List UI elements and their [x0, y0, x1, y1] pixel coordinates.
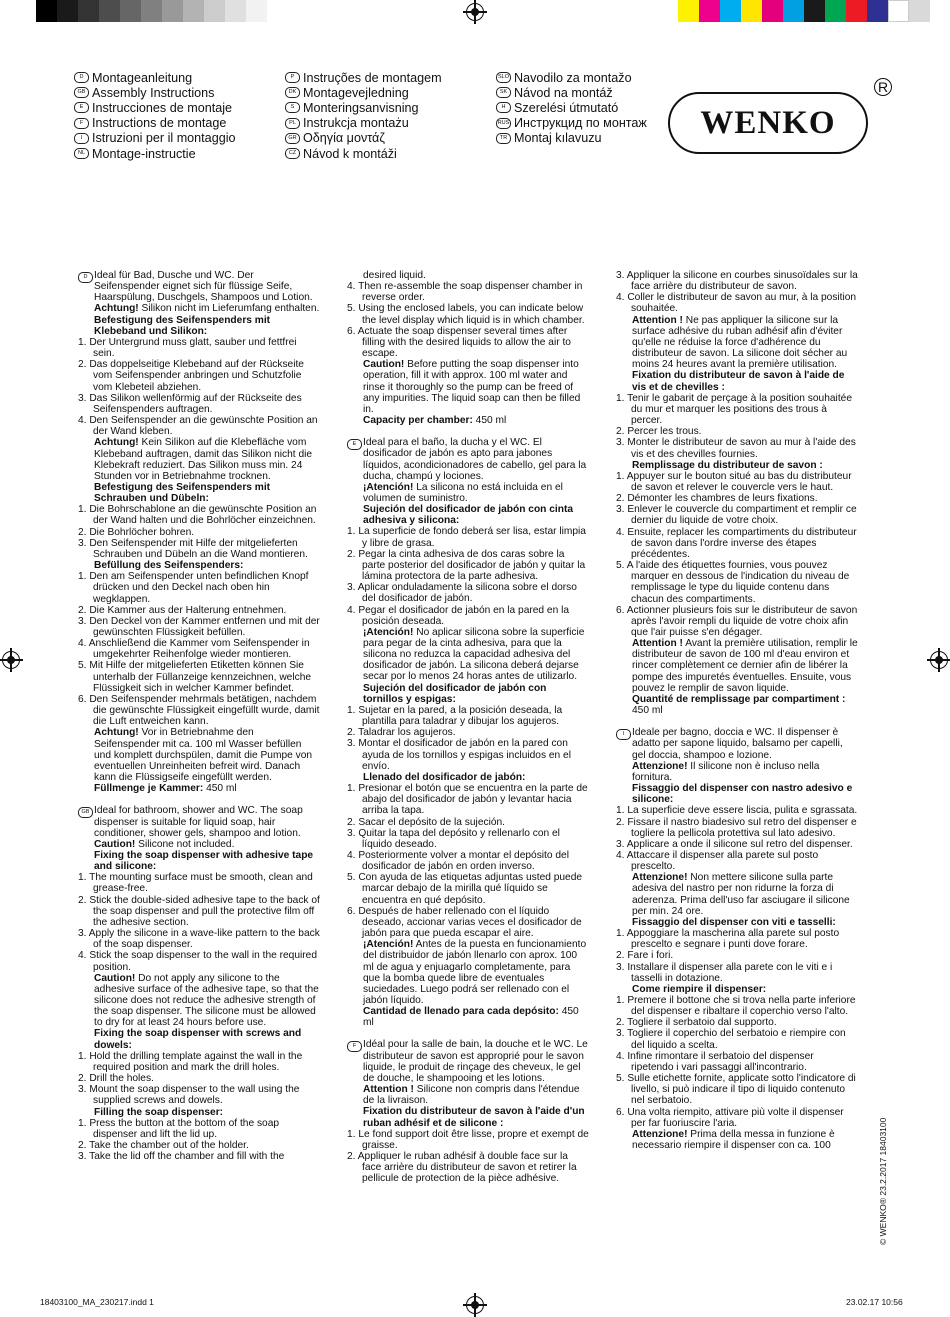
step-item: 1. Der Untergrund muss glatt, sauber und fettfrei sein.	[78, 336, 297, 360]
registration-mark-right	[930, 651, 948, 669]
language-code-badge: S	[285, 102, 300, 113]
language-code-badge: H	[496, 102, 511, 113]
note-paragraph	[347, 359, 589, 415]
language-item	[496, 100, 647, 115]
language-item	[74, 146, 236, 161]
section-heading: Llenado del dosificador de jabón:	[363, 771, 526, 783]
step-item: 2. Take the chamber out of the holder.	[78, 1140, 249, 1152]
language-label: Montageanleitung	[92, 70, 193, 85]
language-code-badge: GR	[285, 133, 300, 144]
step-item: 1. Presionar el botón que se encuentra en la parte de abajo del dosificador de jabón y levantar hacia arriba la tapa.	[347, 783, 588, 817]
language-label: Instruções de montagem	[303, 70, 442, 85]
step-item: 4. Infine rimontare il serbatoio del dispenser ripetendo i vari passaggi all'incontrario.	[616, 1050, 814, 1073]
language-code-badge: DK	[285, 87, 300, 98]
language-label: Instructions de montage	[92, 116, 227, 131]
language-code-badge: I	[616, 729, 631, 740]
language-item	[285, 85, 442, 100]
note-paragraph	[78, 783, 320, 794]
step-item: 2. Die Bohrlöcher bohren.	[78, 526, 195, 538]
language-item	[496, 131, 647, 146]
note-label: Attention !	[632, 638, 683, 650]
language-label: Szerelési útmutató	[514, 100, 619, 115]
note-text: 450 ml	[632, 705, 663, 717]
note-paragraph	[347, 482, 589, 504]
language-item	[496, 85, 647, 100]
language-code-badge: SLO	[496, 72, 511, 83]
note-text: Vor in Betriebnahme den Seifenspender mit ca. 100 ml Wasser befüllen und komplett durchspülen, damit die Pumpe von eventuellen Unreinheiten befreit wird. Danach kann die Flüssigseife eingefüllt werden.	[94, 727, 313, 784]
note-label: Achtung!	[94, 303, 139, 315]
step-item: 4. Ensuite, replacer les compartiments du distributeur de savon dans l'ordre inverse des étapes précédentes.	[616, 526, 857, 560]
color-swatch	[699, 0, 720, 22]
note-text: No aplicar silicona sobre la superficie para pegar de la cinta adhesiva, para que la silicona no reduzca la capacidad adhesiva del dosificador de jabón. La silicona deberá dejarse secar por lo menos 24 horas antes de utilizarlo.	[363, 626, 585, 683]
step-item: 5. Mit Hilfe der mitgelieferten Etiketten können Sie unterhalb der Füllanzeige kennzeichnen, welche Flüssigkeit sich in welcher Kammer befindet.	[78, 660, 312, 694]
intro-text: Ideal für Bad, Dusche und WC. Der Seifenspender eignet sich für flüssige Seife, Haarspülung, Duschgels, Shampoos und Lotion.	[94, 270, 313, 304]
language-code-badge: F	[74, 118, 89, 129]
color-swatch	[783, 0, 804, 22]
step-item: 1. Press the button at the bottom of the soap dispenser and lift the lid up.	[78, 1117, 280, 1140]
step-item: 1. Die Bohrschablone an die gewünschte Position an der Wand halten und die Bohrlöcher einzeichnen.	[78, 504, 317, 527]
note-text: Do not apply any silicone to the adhesive surface of the adhesive tape, so that the silicone does not reduce the adhesive strength of the soap dispenser. The silicone must be allowed to dry for at least 24 hours before use.	[94, 972, 319, 1029]
color-swatch	[225, 0, 246, 22]
text-column-2	[347, 270, 589, 1196]
note-paragraph	[616, 1129, 858, 1151]
note-label: Caution!	[363, 359, 405, 371]
registration-mark-left	[2, 651, 20, 669]
color-swatch	[867, 0, 888, 22]
intro-paragraph	[78, 805, 320, 838]
step-item: 6. Den Seifenspender mehrmals betätigen, nachdem die gewünschte Flüssigkeit eingefüllt wurde, damit die Luft entweichen kann.	[78, 693, 320, 728]
language-label: Monteringsanvisning	[303, 100, 419, 115]
step-item: 1. La superficie de fondo deberá ser lisa, estar limpia y libre de grasa.	[347, 526, 586, 549]
note-label: Attenzione!	[632, 872, 688, 884]
section-heading: Sujeción del dosificador de jabón con tornillos y espigas:	[363, 682, 547, 705]
step-item: 6. Después de haber rellenado con el líquido deseado, accionar varias veces el dosificador de jabón para que pueda escapar el aire.	[347, 905, 582, 940]
step-item: 2. Togliere il serbatoio dal supporto.	[616, 1017, 777, 1029]
color-swatch	[720, 0, 741, 22]
note-label: ¡Atención!	[363, 939, 414, 951]
note-text: desired liquid.	[363, 270, 426, 281]
language-label: Navodilo za montažo	[514, 70, 632, 85]
footer-date: 23.02.17 10:56	[846, 1297, 903, 1307]
color-swatch	[762, 0, 783, 22]
step-item: 3. Installare il dispenser alla parete con le viti e i tasselli in dotazione.	[616, 961, 833, 984]
step-item: 4. Stick the soap dispenser to the wall in the required position.	[78, 950, 317, 973]
step-item: 2. Stick the double-sided adhesive tape to the back of the soap dispenser and pull the protective film off the adhesive section.	[78, 894, 320, 928]
language-item	[496, 116, 647, 131]
section-heading: Sujeción del dosificador de jabón con cinta adhesiva y silicona:	[363, 504, 574, 527]
note-text: 450 ml	[203, 783, 237, 795]
step-item: 1. Appuyer sur le bouton situé au bas du distributeur de savon et relever le couvercle vers le haut.	[616, 470, 852, 493]
note-paragraph	[616, 872, 858, 917]
step-item: 3. Mount the soap dispenser to the wall using the supplied screws and dowels.	[78, 1084, 300, 1107]
step-item: 3. Den Deckel von der Kammer entfernen und mit der gewünschten Flüssigkeit befüllen.	[78, 615, 320, 638]
logo-wordmark: WENKO	[700, 104, 836, 141]
instruction-section	[347, 1039, 589, 1184]
color-swatch	[825, 0, 846, 22]
note-text: 450 ml	[363, 1006, 579, 1029]
intro-text: Ideale per bagno, doccia e WC. Il dispenser è adatto per sapone liquido, balsamo per capelli, gel doccia, shampoo e lozione.	[632, 727, 843, 761]
instruction-section	[347, 437, 589, 1028]
step-item: 3. Monter le distributeur de savon au mur à l'aide des vis et des chevilles fournies.	[616, 437, 856, 460]
language-code-badge: D	[74, 72, 89, 83]
section-heading: Fixation du distributeur de savon à l'aide de vis et de chevilles :	[632, 370, 845, 393]
step-item: 4. Pegar el dosificador de jabón en la pared en la posición deseada.	[347, 604, 570, 627]
color-swatch	[246, 0, 267, 22]
note-label: Füllmenge je Kammer:	[94, 783, 204, 795]
color-swatch	[183, 0, 204, 22]
language-label: Assembly Instructions	[92, 85, 215, 100]
language-code-badge: D	[78, 272, 93, 283]
note-label: Attenzione!	[632, 760, 688, 772]
step-item: 3. Das Silikon wellenförmig auf der Rückseite des Seifenspenders auftragen.	[78, 392, 302, 415]
step-item: 4. Coller le distributeur de savon au mur, à la position souhaitée.	[616, 292, 857, 315]
step-item: 1. Den am Seifenspender unten befindlichen Knopf drücken und den Deckel nach oben hin wegklappen.	[78, 571, 309, 605]
language-label: Instrucciones de montaje	[92, 100, 233, 115]
note-label: ¡Atención!	[363, 481, 414, 493]
language-item	[496, 70, 647, 85]
note-label: Achtung!	[94, 727, 139, 739]
note-text: Il silicone non è incluso nella fornitura.	[632, 760, 820, 783]
language-code-badge: NL	[74, 148, 89, 159]
note-paragraph	[347, 270, 589, 281]
step-item: 1. The mounting surface must be smooth, clean and grease-free.	[78, 872, 313, 895]
note-paragraph	[347, 1006, 589, 1028]
note-label: Attention !	[363, 1084, 414, 1096]
step-item: 3. Den Seifenspender mit Hilfe der mitgelieferten Schrauben und Dübeln an die Wand montieren.	[78, 537, 308, 560]
section-heading: Fixing the soap dispenser with screws and dowels:	[94, 1028, 302, 1051]
intro-text: Ideal for bathroom, shower and WC. The soap dispenser is suitable for liquid soap, hair conditioner, shower gels, shampoo and lotion.	[94, 805, 303, 839]
color-swatch	[141, 0, 162, 22]
color-swatch	[846, 0, 867, 22]
language-label: Montagevejledning	[303, 85, 409, 100]
language-item	[285, 116, 442, 131]
step-item: 3. Apply the silicone in a wave-like pattern to the back of the soap dispenser.	[78, 928, 320, 951]
note-text: Ne pas appliquer la silicone sur la surface adhésive du ruban adhésif afin d'éviter qu'elle ne réduise la force d'adhérence du distributeur de savon. La silicone doit sécher au moins 24 heures avant la première utilisation.	[632, 314, 848, 371]
intro-text: Idéal pour la salle de bain, la douche et le WC. Le distributeur de savon est approprié pour le savon liquide, le produit de rinçage des cheveux, le gel de douche, le shampooing et les lotions.	[363, 1039, 588, 1084]
note-paragraph	[616, 705, 858, 716]
note-text: Kein Silikon auf die Klebefläche vom Klebeband auftragen, damit das Silikon nicht die Klebekraft reduziert. Das Silikon muss min. 24 Stunden vor in Betriebnahme trocknen.	[94, 437, 313, 482]
color-calibration-bar	[678, 0, 930, 22]
step-item: 3. Quitar la tapa del depósito y rellenarlo con el líquido deseado.	[347, 827, 560, 850]
language-code-badge: RUS	[496, 118, 511, 129]
note-text: 450 ml	[472, 415, 507, 427]
section-heading: Remplissage du distributeur de savon :	[632, 459, 823, 471]
note-text: Antes de la puesta en funcionamiento del distribuidor de jabón llenarlo con aprox. 100 ml de agua y enjuagarlo completamente, para que la bomba quede libre de eventuales suciedades. Luego podrá ser rellenado con el jabón líquido.	[363, 939, 587, 1006]
language-item	[74, 131, 236, 146]
note-text: Avant la première utilisation, remplir le distributeur de savon de 100 ml d'eau environ et rincer complètement ce dernier afin de libérer la pompe des impuretés éventuelles. Ensuite, vous pouvez le remplir de savon liquide.	[632, 638, 858, 694]
intro-paragraph	[347, 437, 589, 482]
language-code-badge: SK	[496, 87, 511, 98]
instruction-section	[616, 727, 858, 1151]
section-heading: Befüllung des Seifenspenders:	[94, 560, 244, 572]
language-list-1	[74, 70, 236, 161]
language-code-badge: TR	[496, 133, 511, 144]
color-swatch	[99, 0, 120, 22]
language-label: Montage-instructie	[92, 146, 196, 161]
intro-text: Ideal para el baño, la ducha y el WC. El dosificador de jabón es apto para jabones líquidos, acondicionadores de cabello, gel para la ducha, champú y lociones.	[363, 437, 587, 482]
note-text: Silikon nicht im Lieferumfang enthalten.	[138, 303, 320, 315]
language-label: Návod k montáži	[303, 146, 397, 161]
language-code-badge: GB	[78, 807, 93, 818]
registration-mark-bottom	[466, 1296, 484, 1314]
language-code-badge: PL	[285, 118, 300, 129]
language-list-2	[285, 70, 442, 161]
step-item: 1. Le fond support doit être lisse, propre et exempt de graisse.	[347, 1128, 589, 1151]
language-item	[74, 85, 236, 100]
note-label: Caution!	[94, 972, 136, 984]
step-item: 5. Using the enclosed labels, you can indicate below the level display which liquid is in which chamber.	[347, 303, 585, 326]
note-label: Capacity per chamber:	[363, 415, 473, 427]
section-heading: Fixation du distributeur de savon à l'aide d'un ruban adhésif et de silicone :	[363, 1106, 585, 1129]
step-item: 3. Aplicar onduladamente la silicona sobre el dorso del dosificador de jabón.	[347, 582, 577, 605]
footer-filename: 18403100_MA_230217.indd 1	[40, 1297, 154, 1307]
gray-calibration-bar	[36, 0, 267, 22]
intro-paragraph	[78, 270, 320, 303]
color-swatch	[36, 0, 57, 22]
note-label: ¡Atención!	[363, 626, 414, 638]
note-paragraph	[78, 727, 320, 783]
note-text: Non mettere silicone sulla parte adesiva del nastro per non ridurne la forza di aderenza. Prima dell'uso far asciugare il silicone per min. 24 ore.	[632, 872, 850, 917]
step-item: 1. Tenir le gabarit de perçage à la position souhaitée du mur et marquer les positions des trous à percer.	[616, 392, 852, 427]
note-label: Attention !	[632, 314, 683, 326]
note-paragraph	[78, 973, 320, 1029]
note-paragraph	[616, 761, 858, 783]
color-swatch	[741, 0, 762, 22]
step-item: 1. La superficie deve essere liscia, pulita e sgrassata.	[616, 805, 858, 817]
note-text: La silicona no está incluida en el volumen de suministro.	[363, 481, 563, 504]
step-item: 2. Sacar el depósito de la sujeción.	[347, 816, 506, 828]
note-text: Silicone not included.	[135, 838, 235, 850]
language-label: Инструкцид по монтаж	[514, 116, 647, 131]
step-item: 2. Das doppelseitige Klebeband auf der Rückseite vom Seifenspender anbringen und Schutzfolie vom Klebeteil abziehen.	[78, 359, 304, 393]
color-swatch	[909, 0, 930, 22]
note-text: Silicone non compris dans l'étendue de la livraison.	[363, 1084, 580, 1107]
section-heading: Befestigung des Seifenspenders mit Schrauben und Dübeln:	[94, 481, 271, 505]
language-label: Návod na montáž	[514, 85, 613, 100]
step-item: 6. Actionner plusieurs fois sur le distributeur de savon après l'avoir rempli du liquide de votre choix afin que l'air puisse s'en dégager.	[616, 604, 858, 638]
step-item: 3. Appliquer la silicone en courbes sinusoïdales sur la face arrière du distributeur de savon.	[616, 270, 858, 293]
step-item: 1. Hold the drilling template against the wall in the required position and mark the drill holes.	[78, 1050, 303, 1073]
language-item	[285, 131, 442, 146]
language-code-badge: CZ	[285, 148, 300, 159]
language-item	[285, 100, 442, 115]
note-paragraph	[347, 1084, 589, 1106]
note-text: Prima della messa in funzione è necessario riempire il dispenser con ca. 100	[632, 1128, 835, 1152]
step-item: 6. Actuate the soap dispenser several times after filling with the desired liquids to allow the air to escape.	[347, 325, 571, 360]
instruction-section	[78, 805, 320, 1162]
instruction-section	[616, 270, 858, 716]
step-item: 4. Posteriormente volver a montar el depósito del dosificador de jabón en orden inverso.	[347, 849, 569, 873]
section-heading: Fissaggio del dispenser con viti e tasselli:	[632, 916, 836, 928]
step-item: 3. Togliere il coperchio del serbatoio e riempire con del liquido a scelta.	[616, 1028, 846, 1051]
copyright-note: © WENKO® 23.2.2017 18403100	[878, 1117, 888, 1245]
intro-paragraph	[347, 1039, 589, 1084]
note-paragraph	[347, 627, 589, 683]
step-item: 3. Montar el dosificador de jabón en la pared con ayuda de los tornillos y espigas incluidos en el envío.	[347, 738, 571, 772]
language-item	[74, 100, 236, 115]
section-heading: Fixing the soap dispenser with adhesive tape and silicone:	[94, 849, 314, 873]
instruction-section	[347, 270, 589, 426]
language-code-badge: F	[347, 1041, 362, 1052]
language-label: Instrukcja montażu	[303, 116, 409, 131]
language-item	[74, 70, 236, 85]
step-item: 4. Then re-assemble the soap dispenser chamber in reverse order.	[347, 281, 583, 304]
note-label: Attenzione!	[632, 1128, 688, 1140]
step-item: 1. Premere il bottone che si trova nella parte inferiore del dispenser e ribaltare il coperchio verso l'alto.	[616, 995, 856, 1018]
step-item: 5. A l'aide des étiquettes fournies, vous pouvez marquer en dessous de l'indication du niveau de remplissage le type du liquide contenu dans chacun des compartiments.	[616, 560, 850, 605]
step-item: 5. Con ayuda de las etiquetas adjuntas usted puede marcar debajo de la mirilla qué líquido se encuentra en qué depósito.	[347, 872, 583, 906]
step-item: 4. Anschließend die Kammer vom Seifenspender in umgekehrter Reihenfolge wieder montieren.	[78, 638, 310, 661]
instruction-section	[78, 270, 320, 794]
note-paragraph	[347, 939, 589, 1006]
step-item: 3. Take the lid off the chamber and fill with the	[78, 1151, 285, 1163]
step-item: 4. Den Seifenspender an die gewünschte Position an der Wand kleben.	[78, 415, 318, 438]
step-item: 2. Drill the holes.	[78, 1073, 154, 1085]
section-heading: Befestigung des Seifenspenders mit Klebeband und Silikon:	[94, 314, 271, 337]
step-item: 2. Percer les trous.	[616, 426, 702, 438]
language-item	[285, 146, 442, 161]
language-code-badge: E	[74, 102, 89, 113]
step-item: 6. Una volta riempito, attivare più volte il dispenser per far fuoriuscire l'aria.	[616, 1106, 844, 1129]
note-label: Caution!	[94, 838, 136, 850]
color-swatch	[57, 0, 78, 22]
section-heading: Fissaggio del dispenser con nastro adesivo e silicone:	[632, 783, 853, 806]
text-column-1	[78, 270, 320, 1173]
language-item	[74, 116, 236, 131]
note-paragraph	[78, 839, 320, 850]
language-code-badge: GB	[74, 87, 89, 98]
wenko-logo	[668, 92, 868, 154]
language-code-badge: P	[285, 72, 300, 83]
language-list-3	[496, 70, 647, 146]
step-item: 2. Die Kammer aus der Halterung entnehmen.	[78, 604, 287, 616]
section-heading: Filling the soap dispenser:	[94, 1106, 224, 1118]
note-paragraph	[347, 415, 589, 426]
step-item: 3. Applicare a onde il silicone sul retro del dispenser.	[616, 838, 853, 850]
step-item: 4. Attaccare il dispenser alla parete sul posto prescelto.	[616, 849, 819, 873]
color-swatch	[888, 0, 909, 22]
note-paragraph	[616, 315, 858, 371]
section-heading: Quantité de remplissage par compartiment :	[632, 693, 846, 705]
intro-paragraph	[616, 727, 858, 760]
color-swatch	[804, 0, 825, 22]
language-label: Istruzioni per il montaggio	[92, 131, 236, 146]
language-label: Οδηγία μοντάζ	[303, 131, 385, 146]
color-swatch	[78, 0, 99, 22]
language-code-badge: E	[347, 439, 362, 450]
language-label: Montaj kılavuzu	[514, 131, 602, 146]
color-swatch	[204, 0, 225, 22]
step-item: 3. Enlever le couvercle du compartiment et remplir ce dernier du liquide de votre choix.	[616, 504, 857, 527]
color-swatch	[162, 0, 183, 22]
step-item: 2. Démonter les chambres de leurs fixations.	[616, 493, 818, 505]
step-item: 5. Sulle etichette fornite, applicate sotto l'indicatore di livello, si può indicare il tipo di liquido contenuto nel serbatoio.	[616, 1073, 856, 1107]
note-paragraph	[78, 303, 320, 314]
note-label: Cantidad de llenado para cada depósito:	[363, 1006, 559, 1018]
section-heading: Come riempire il dispenser:	[632, 983, 767, 995]
registration-mark-top	[466, 3, 484, 21]
language-item	[285, 70, 442, 85]
step-item: 2. Fissare il nastro biadesivo sul retro del dispenser e togliere la pellicola protettiva sul lato adesivo.	[616, 816, 857, 839]
color-swatch	[120, 0, 141, 22]
step-item: 1. Sujetar en la pared, a la posición deseada, la plantilla para taladrar y dibujar los agujeros.	[347, 704, 563, 728]
color-swatch	[678, 0, 699, 22]
note-paragraph	[78, 437, 320, 482]
note-label: Achtung!	[94, 437, 139, 449]
step-item: 2. Pegar la cinta adhesiva de dos caras sobre la parte posterior del dosificador de jabón y quitar la lámina protectora de la parte adhesiva.	[347, 548, 586, 583]
language-code-badge: I	[74, 133, 89, 144]
step-item: 2. Appliquer le ruban adhésif à double face sur la face arrière du distributeur de savon et retirer la pellicule de protection de la pièce adhésive.	[347, 1151, 577, 1185]
step-item: 2. Taladrar los agujeros.	[347, 727, 456, 739]
text-column-3	[616, 270, 858, 1162]
registered-trademark-icon: R	[874, 78, 892, 96]
step-item: 2. Fare i fori.	[616, 950, 674, 962]
note-text: Before putting the soap dispenser into operation, fill it with approx. 100 ml water and rinse it thoroughly so the pump can be freed of any impurities. The liquid soap can then be filled in.	[363, 359, 581, 415]
note-paragraph	[616, 638, 858, 694]
step-item: 1. Appoggiare la mascherina alla parete sul posto prescelto e segnare i punti dove forare.	[616, 928, 840, 951]
